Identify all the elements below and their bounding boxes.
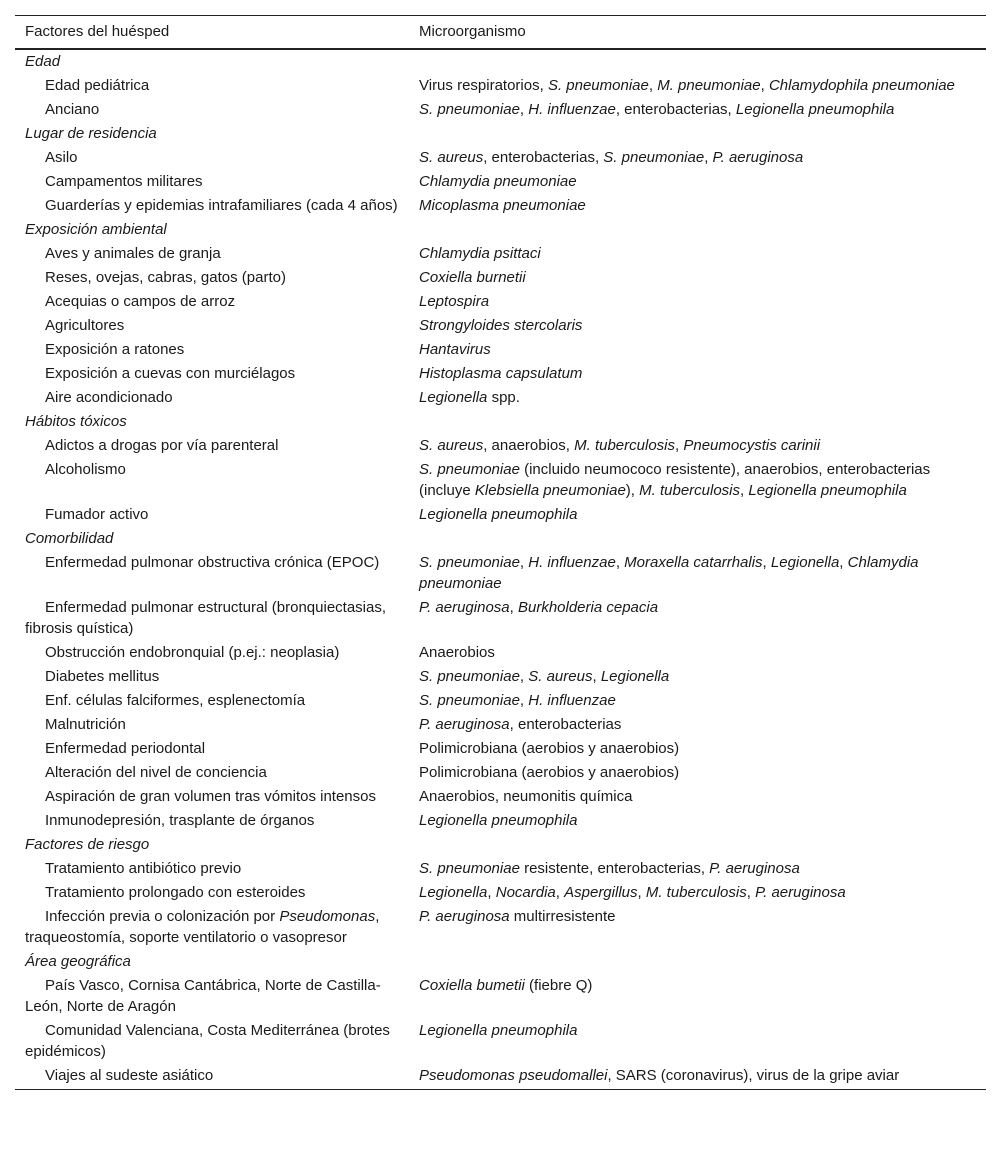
text-run: , traqueostomía, soporte ventilatorio o vasopresor: [25, 908, 380, 946]
text-run: Virus respiratorios,: [419, 77, 548, 94]
italic-text: Legionella: [600, 668, 670, 685]
table-row: [15, 713, 986, 737]
host-factor-cell: Alcoholismo: [45, 461, 126, 478]
text-run: Anaerobios, neumonitis química: [419, 788, 633, 805]
italic-text: S. aureus: [419, 437, 484, 454]
italic-text: S. pneumoniae: [419, 692, 520, 709]
microorganism-cell: [409, 833, 986, 857]
category-label: Comorbilidad: [25, 530, 114, 547]
text-run: ,: [746, 884, 756, 901]
text-run: ,: [555, 884, 565, 901]
table-row: [15, 785, 986, 809]
italic-text: S. aureus: [419, 149, 484, 166]
text-run: ,: [487, 884, 496, 901]
microorganism-cell: [409, 242, 986, 266]
text-run: ,: [519, 101, 529, 118]
italic-text: H. influenzae: [528, 692, 616, 709]
table-row: [15, 458, 986, 503]
microorganism-cell: [409, 881, 986, 905]
italic-text: Legionella pneumophila: [735, 101, 895, 118]
italic-text: P. aeruginosa: [419, 716, 510, 733]
text-run: Anaerobios: [419, 644, 495, 661]
host-factor-cell: Malnutrición: [45, 716, 126, 733]
microorganism-cell: [409, 386, 986, 410]
italic-text: Legionella: [770, 554, 840, 571]
category-row: [15, 950, 986, 974]
microorganism-cell: [409, 362, 986, 386]
host-factor-cell: Inmunodepresión, trasplante de órganos: [45, 812, 315, 829]
category-row: [15, 49, 986, 74]
category-row: [15, 410, 986, 434]
text-run: ),: [625, 482, 640, 499]
microorganism-cell: [409, 905, 986, 950]
table-row: [15, 194, 986, 218]
italic-text: Legionella: [419, 389, 488, 406]
microorganism-cell: [409, 665, 986, 689]
microorganism-cell: [409, 434, 986, 458]
table-row: [15, 974, 986, 1019]
italic-text: Nocardia: [495, 884, 556, 901]
table-row: [15, 386, 986, 410]
host-factor-cell: Exposición a ratones: [45, 341, 185, 358]
microorganism-cell: [409, 49, 986, 74]
italic-text: H. influenzae: [528, 101, 616, 118]
microorganism-cell: [409, 290, 986, 314]
italic-text: Hantavirus: [419, 341, 491, 358]
microorganism-cell: [409, 737, 986, 761]
italic-text: Legionella pneumophila: [419, 1022, 578, 1039]
table-row: [15, 665, 986, 689]
text-run: ,: [637, 884, 646, 901]
italic-text: M. tuberculosis: [639, 482, 741, 499]
italic-text: Pneumocystis carinii: [683, 437, 821, 454]
header-microorganism: Microorganismo: [409, 16, 986, 50]
text-run: (fiebre Q): [524, 977, 593, 994]
italic-text: P. aeruginosa: [709, 860, 800, 877]
table-row: [15, 362, 986, 386]
microorganism-cell: [409, 551, 986, 596]
italic-text: P. aeruginosa: [755, 884, 846, 901]
italic-text: Histoplasma capsulatum: [419, 365, 583, 382]
text-run: ,: [760, 77, 769, 94]
microorganism-cell: [409, 266, 986, 290]
italic-text: Klebsiella pneumoniae: [474, 482, 626, 499]
italic-text: S. pneumoniae: [419, 101, 520, 118]
microorganism-cell: [409, 338, 986, 362]
table-row: [15, 503, 986, 527]
italic-text: Pseudomonas pseudomallei: [419, 1067, 608, 1084]
host-factor-cell: Acequias o campos de arroz: [45, 293, 236, 310]
host-factor-cell: Enf. células falciformes, esplenectomía: [45, 692, 306, 709]
text-run: , enterobacterias: [509, 716, 622, 733]
microorganism-cell: [409, 314, 986, 338]
italic-text: Coxiella bumetii: [419, 977, 525, 994]
table-row: [15, 314, 986, 338]
microorganism-cell: [409, 458, 986, 503]
microorganism-cell: [409, 218, 986, 242]
italic-text: P. aeruginosa: [419, 599, 510, 616]
category-row: [15, 833, 986, 857]
host-factor-cell: Diabetes mellitus: [45, 668, 160, 685]
table-row: [15, 596, 986, 641]
host-factor-cell: Enfermedad pulmonar estructural (bronquiectasias, fibrosis quística): [25, 599, 387, 637]
italic-text: M. tuberculosis: [645, 884, 747, 901]
category-label: Exposición ambiental: [25, 221, 167, 238]
table-row: [15, 74, 986, 98]
text-run: Polimicrobiana (aerobios y anaerobios): [419, 764, 680, 781]
text-run: ,: [675, 437, 684, 454]
text-run: ,: [704, 149, 713, 166]
host-factor-cell: Exposición a cuevas con murciélagos: [45, 365, 296, 382]
italic-text: Legionella pneumophila: [419, 812, 578, 829]
italic-text: Moraxella catarrhalis: [624, 554, 763, 571]
text-run: spp.: [487, 389, 520, 406]
host-factor-cell: Enfermedad pulmonar obstructiva crónica (EPOC): [45, 554, 380, 571]
table-row: [15, 1019, 986, 1064]
italic-text: Micoplasma pneumoniae: [419, 197, 586, 214]
table-row: [15, 881, 986, 905]
text-run: (incluido neumococo resistente), anaerobios, enterobacterias (incluye: [419, 461, 931, 499]
table-row: [15, 98, 986, 122]
italic-text: P. aeruginosa: [419, 908, 510, 925]
italic-text: S. pneumoniae: [547, 77, 649, 94]
microorganism-cell: [409, 527, 986, 551]
microorganism-cell: [409, 194, 986, 218]
category-row: [15, 122, 986, 146]
host-factor-cell: Guarderías y epidemias intrafamiliares (cada 4 años): [45, 197, 398, 214]
microorganism-cell: [409, 641, 986, 665]
category-label: Edad: [25, 53, 61, 70]
table-row: [15, 809, 986, 833]
table-row: [15, 434, 986, 458]
host-factor-cell: Obstrucción endobronquial (p.ej.: neoplasia): [45, 644, 340, 661]
category-row: [15, 527, 986, 551]
microorganism-cell: [409, 503, 986, 527]
microorganism-cell: [409, 1019, 986, 1064]
italic-text: S. pneumoniae: [603, 149, 705, 166]
italic-text: Legionella pneumophila: [748, 482, 907, 499]
microorganism-cell: [409, 146, 986, 170]
microorganism-cell: [409, 98, 986, 122]
host-factor-cell: Edad pediátrica: [45, 77, 150, 94]
table-row: [15, 905, 986, 950]
host-factor-cell: Aspiración de gran volumen tras vómitos intensos: [45, 788, 376, 805]
microorganism-cell: [409, 1064, 986, 1090]
microorganism-cell: [409, 974, 986, 1019]
table-row: [15, 338, 986, 362]
microorganism-cell: [409, 713, 986, 737]
text-run: ,: [519, 554, 529, 571]
table-row: [15, 170, 986, 194]
host-factor-cell: Comunidad Valenciana, Costa Mediterránea (brotes epidémicos): [25, 1022, 390, 1060]
host-factor-cell: Alteración del nivel de conciencia: [45, 764, 267, 781]
category-label: Factores de riesgo: [25, 836, 150, 853]
text-run: , enterobacterias,: [615, 101, 736, 118]
header-host-factors: Factores del huésped: [15, 16, 409, 50]
text-run: multirresistente: [509, 908, 616, 925]
italic-text: Coxiella burnetii: [419, 269, 526, 286]
table-row: [15, 737, 986, 761]
text-run: ,: [592, 668, 601, 685]
text-run: , anaerobios,: [483, 437, 575, 454]
italic-text: Strongyloides stercolaris: [419, 317, 583, 334]
table-body: [15, 49, 986, 1090]
text-run: ,: [519, 668, 529, 685]
text-run: ,: [648, 77, 658, 94]
text-run: ,: [839, 554, 848, 571]
host-factor-cell: Aire acondicionado: [45, 389, 173, 406]
table-row: [15, 689, 986, 713]
host-factor-cell: Anciano: [45, 101, 100, 118]
host-factor-cell: Campamentos militares: [45, 173, 203, 190]
italic-text: H. influenzae: [528, 554, 616, 571]
italic-text: S. pneumoniae: [419, 554, 520, 571]
host-factor-cell: Asilo: [45, 149, 78, 166]
text-run: Polimicrobiana (aerobios y anaerobios): [419, 740, 680, 757]
text-run: resistente, enterobacterias,: [519, 860, 710, 877]
table-container: [15, 15, 986, 1090]
host-factor-cell: [15, 905, 409, 950]
table-row: [15, 242, 986, 266]
microorganism-cell: [409, 122, 986, 146]
category-label: Hábitos tóxicos: [25, 413, 127, 430]
microorganism-cell: [409, 689, 986, 713]
text-run: ,: [509, 599, 518, 616]
host-factor-cell: Tratamiento antibiótico previo: [45, 860, 242, 877]
italic-text: S. pneumoniae: [419, 668, 520, 685]
host-factor-cell: Fumador activo: [45, 506, 149, 523]
table-header-row: [15, 16, 986, 50]
italic-text: Chlamydia pneumoniae: [419, 173, 577, 190]
italic-text: M. tuberculosis: [574, 437, 675, 454]
italic-text: Chlamydophila pneumoniae: [768, 77, 955, 94]
microorganism-cell: [409, 809, 986, 833]
microorganism-cell: [409, 857, 986, 881]
text-run: ,: [762, 554, 771, 571]
italic-text: S. aureus: [528, 668, 593, 685]
table-row: [15, 761, 986, 785]
italic-text: Aspergillus: [564, 884, 638, 901]
microorganism-cell: [409, 410, 986, 434]
text-run: Infección previa o colonización por: [45, 908, 280, 925]
host-factor-cell: Tratamiento prolongado con esteroides: [45, 884, 306, 901]
category-label: Lugar de residencia: [25, 125, 157, 142]
italic-text: P. aeruginosa: [712, 149, 804, 166]
category-label: Área geográfica: [25, 953, 131, 970]
host-factor-cell: Enfermedad periodontal: [45, 740, 206, 757]
category-row: [15, 218, 986, 242]
italic-text: M. pneumoniae: [657, 77, 761, 94]
table-row: [15, 290, 986, 314]
italic-text: Legionella pneumophila: [419, 506, 578, 523]
italic-text: S. pneumoniae: [419, 461, 520, 478]
table-row: [15, 1064, 986, 1090]
microorganism-cell: [409, 785, 986, 809]
microorganism-cell: [409, 761, 986, 785]
host-factor-cell: Aves y animales de granja: [45, 245, 221, 262]
text-run: , enterobacterias,: [483, 149, 604, 166]
text-run: ,: [740, 482, 749, 499]
host-factor-cell: Adictos a drogas por vía parenteral: [45, 437, 279, 454]
italic-text: Leptospira: [419, 293, 490, 310]
text-run: ,: [615, 554, 625, 571]
host-factor-cell: Reses, ovejas, cabras, gatos (parto): [45, 269, 286, 286]
table-row: [15, 551, 986, 596]
text-run: ,: [519, 692, 529, 709]
microorganism-cell: [409, 74, 986, 98]
text-run: , SARS (coronavirus), virus de la gripe aviar: [607, 1067, 900, 1084]
microorganism-cell: [409, 950, 986, 974]
italic-text: Legionella: [419, 884, 488, 901]
table-row: [15, 266, 986, 290]
italic-text: Chlamydia pneumoniae: [419, 554, 919, 592]
italic-text: Burkholderia cepacia: [517, 599, 659, 616]
microorganism-cell: [409, 170, 986, 194]
italic-text: S. pneumoniae: [419, 860, 520, 877]
table-row: [15, 146, 986, 170]
host-factor-cell: Viajes al sudeste asiático: [15, 1064, 409, 1090]
microorganism-cell: [409, 596, 986, 641]
table-row: [15, 641, 986, 665]
host-factor-cell: País Vasco, Cornisa Cantábrica, Norte de Castilla-León, Norte de Aragón: [25, 977, 381, 1015]
italic-text: Chlamydia psittaci: [419, 245, 541, 262]
table-row: [15, 857, 986, 881]
italic-text: Pseudomonas: [279, 908, 376, 925]
host-factor-cell: Agricultores: [45, 317, 125, 334]
host-factors-table: [15, 15, 986, 1090]
